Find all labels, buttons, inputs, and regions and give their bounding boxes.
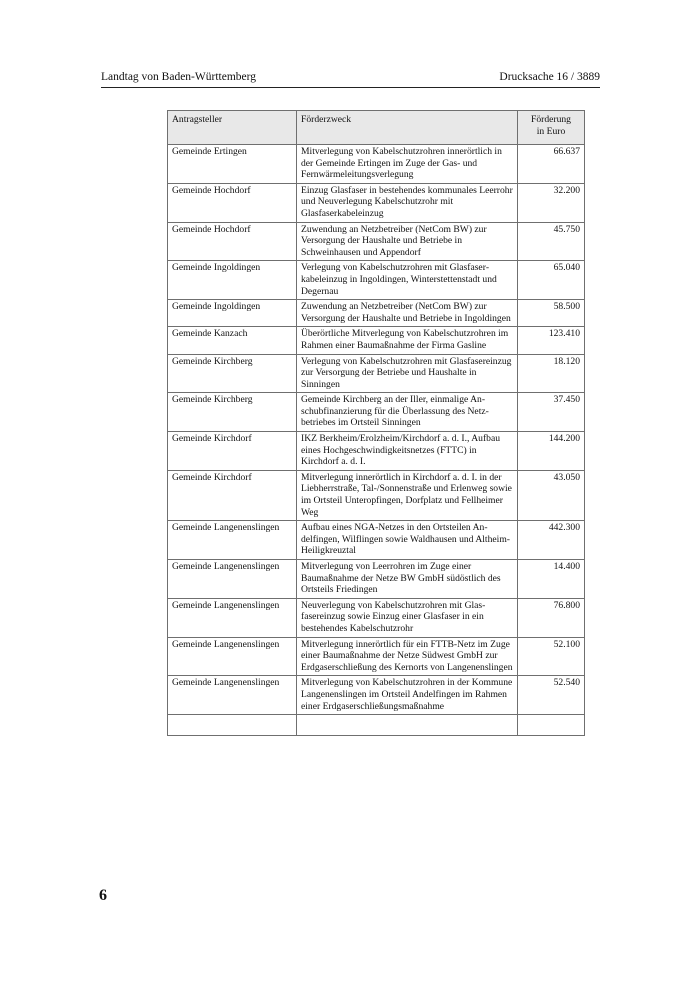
cell-applicant: Gemeinde Ingoldingen <box>168 300 297 327</box>
cell-amount: 32.200 <box>518 183 585 222</box>
cell-purpose: Zuwendung an Netzbetreiber (NetCom BW) zur Versorgung der Haushalte und Betriebe in Schweinhausen und Appendorf <box>297 222 518 261</box>
cell-empty <box>168 715 297 736</box>
cell-amount: 43.050 <box>518 470 585 520</box>
cell-amount: 45.750 <box>518 222 585 261</box>
table-row <box>168 637 585 676</box>
cell-amount: 144.200 <box>518 432 585 471</box>
cell-applicant: Gemeinde Langenenslingen <box>168 560 297 599</box>
cell-amount: 58.500 <box>518 300 585 327</box>
table-row <box>168 261 585 300</box>
cell-applicant: Gemeinde Langenenslingen <box>168 676 297 715</box>
cell-amount: 76.800 <box>518 598 585 637</box>
header-parliament: Landtag von Baden-Württemberg <box>101 71 256 83</box>
cell-applicant: Gemeinde Kirchdorf <box>168 470 297 520</box>
cell-applicant: Gemeinde Langenenslingen <box>168 598 297 637</box>
cell-purpose: Neuverlegung von Kabelschutzrohren mit Glasfasereinzug sowie Einzug einer Glasfaser in ein bestehendes Kabelschutzrohr <box>297 598 518 637</box>
cell-applicant: Gemeinde Hochdorf <box>168 222 297 261</box>
header-document-number: Drucksache 16 / 3889 <box>499 71 600 83</box>
cell-amount: 442.300 <box>518 521 585 560</box>
cell-amount: 14.400 <box>518 560 585 599</box>
cell-empty <box>518 715 585 736</box>
cell-applicant: Gemeinde Kirchberg <box>168 393 297 432</box>
cell-applicant: Gemeinde Hochdorf <box>168 183 297 222</box>
table-row <box>168 300 585 327</box>
cell-amount: 123.410 <box>518 327 585 354</box>
table-row-empty <box>168 715 585 736</box>
cell-applicant: Gemeinde Kanzach <box>168 327 297 354</box>
cell-applicant: Gemeinde Ertingen <box>168 145 297 184</box>
cell-purpose: Verlegung von Kabelschutzrohren mit Glasfaserkabeleinzug in Ingoldingen, Winterstettenstadt und Degernau <box>297 261 518 300</box>
table-row <box>168 393 585 432</box>
cell-purpose: Gemeinde Kirchberg an der Iller, einmalige Anschubfinanzierung für die Überlassung des Netzbetriebes im Ortsteil Sinningen <box>297 393 518 432</box>
cell-purpose: Aufbau eines NGA-Netzes in den Ortsteilen Andelfingen, Wilflingen sowie Waldhausen und Altheim-Heiligkreuztal <box>297 521 518 560</box>
cell-applicant: Gemeinde Kirchberg <box>168 354 297 393</box>
table-row <box>168 676 585 715</box>
cell-applicant: Gemeinde Ingoldingen <box>168 261 297 300</box>
cell-purpose: Mitverlegung von Kabelschutzrohren in der Kommune Langenenslingen im Ortsteil Andelfingen im Rahmen einer Erdgaserschließungsmaßnahme <box>297 676 518 715</box>
cell-applicant: Gemeinde Langenenslingen <box>168 521 297 560</box>
table-row <box>168 354 585 393</box>
cell-amount: 52.100 <box>518 637 585 676</box>
cell-amount: 65.040 <box>518 261 585 300</box>
cell-amount: 18.120 <box>518 354 585 393</box>
column-header-amount <box>518 111 585 145</box>
table-header-row <box>168 111 585 145</box>
cell-purpose: Zuwendung an Netzbetreiber (NetCom BW) zur Versorgung der Haushalte und Betriebe in Ingoldingen <box>297 300 518 327</box>
table-row <box>168 560 585 599</box>
table-row <box>168 598 585 637</box>
table-row <box>168 327 585 354</box>
cell-purpose: Mitverlegung von Leerrohren im Zuge einer Baumaßnahme der Netze BW GmbH südöstlich des Ortsteils Friedingen <box>297 560 518 599</box>
cell-empty <box>297 715 518 736</box>
column-header-amount-line2: in Euro <box>536 125 566 137</box>
cell-purpose: Mitverlegung innerörtlich für ein FTTB-Netz im Zuge einer Baumaßnahme der Netze Südwest GmbH zur Erdgaserschließung des Kernorts von Langenenslingen <box>297 637 518 676</box>
page-header <box>101 71 600 88</box>
table-row <box>168 521 585 560</box>
column-header-amount-line1: Förderung <box>531 114 571 125</box>
cell-purpose: Mitverlegung innerörtlich in Kirchdorf a. d. I. in der Liebherrstraße, Tal-/Sonnenstraße und Erlenweg sowie im Ortsteil Unteropfingen, Dorfplatz und Fellheimer Weg <box>297 470 518 520</box>
cell-amount: 66.637 <box>518 145 585 184</box>
table-row <box>168 145 585 184</box>
column-header-applicant: Antragsteller <box>168 111 297 145</box>
table-row <box>168 222 585 261</box>
cell-purpose: Verlegung von Kabelschutzrohren mit Glasfasereinzug zur Versorgung der Betriebe und Haushalte in Sinningen <box>297 354 518 393</box>
cell-purpose: Überörtliche Mitverlegung von Kabelschutzrohren im Rahmen einer Baumaßnahme der Firma Gasline <box>297 327 518 354</box>
cell-applicant: Gemeinde Langenenslingen <box>168 637 297 676</box>
cell-purpose: Mitverlegung von Kabelschutzrohren innerörtlich in der Gemeinde Ertingen im Zuge der Gas- und Fernwärmeleitungsverlegung <box>297 145 518 184</box>
table-row <box>168 432 585 471</box>
cell-purpose: Einzug Glasfaser in bestehendes kommunales Leerrohr und Neuverlegung Kabelschutzrohr mit Glasfaserkabeleinzug <box>297 183 518 222</box>
cell-applicant: Gemeinde Kirchdorf <box>168 432 297 471</box>
cell-purpose: IKZ Berkheim/Erolzheim/Kirchdorf a. d. I., Aufbau eines Hochgeschwindigkeitsnetzes (FTTC) in Kirchdorf a. d. I. <box>297 432 518 471</box>
cell-amount: 52.540 <box>518 676 585 715</box>
table-row <box>168 183 585 222</box>
cell-amount: 37.450 <box>518 393 585 432</box>
column-header-purpose: Förderzweck <box>297 111 518 145</box>
page-number: 6 <box>99 887 107 904</box>
funding-table <box>167 110 585 736</box>
table-row <box>168 470 585 520</box>
